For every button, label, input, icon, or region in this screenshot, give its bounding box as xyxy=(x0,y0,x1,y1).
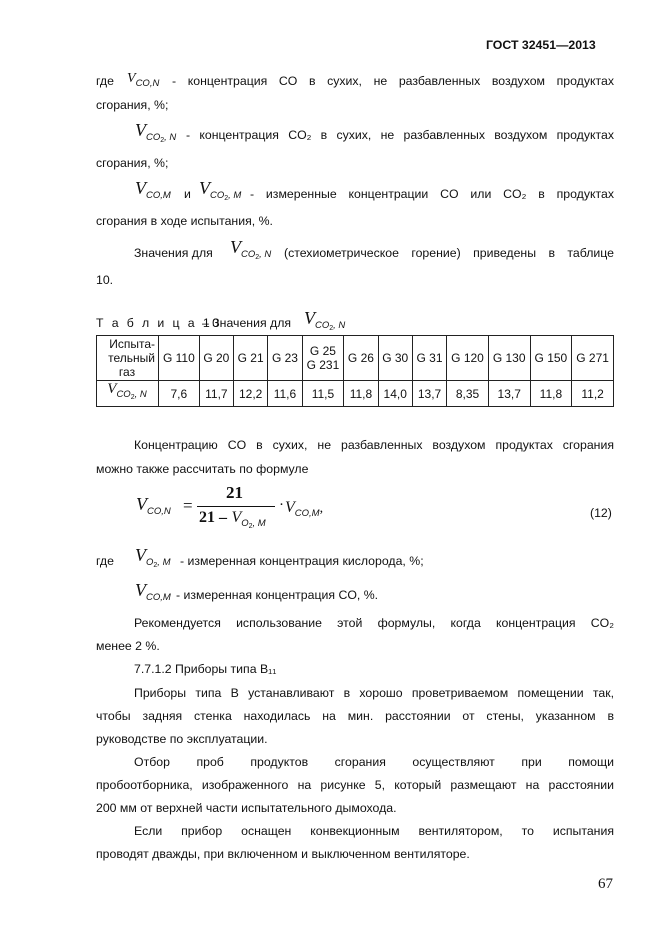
table-value-row xyxy=(97,381,614,407)
document-id: ГОСТ 32451—2013 xyxy=(486,38,596,52)
symbol-v-co-m-2: $V_{CO,M}$ xyxy=(135,580,171,603)
values-para-start: Значения для xyxy=(134,246,213,260)
gas-header-cell: G 31 xyxy=(412,336,446,381)
para2-line3: руководстве по эксплуатации. xyxy=(96,732,268,746)
values-para-end: 10. xyxy=(96,273,114,287)
value-cell: 14,0 xyxy=(378,381,412,407)
gas-header-cell: G 25 G 231 xyxy=(302,336,344,381)
formula-numerator: 21 xyxy=(226,483,243,502)
and-word: и xyxy=(184,187,191,201)
recommendation-line1: Рекомендуется использование этой формулы, когда концентрация CO₂ xyxy=(134,616,614,630)
table-caption-text: – Значения для xyxy=(202,316,292,330)
value-cell: 11,6 xyxy=(268,381,302,407)
corner-header-line: газ xyxy=(118,365,136,379)
section-heading: 7.7.1.2 Приборы типа B₁₁ xyxy=(134,662,277,676)
value-cell: 11,2 xyxy=(572,381,614,407)
para3-line3: 200 мм от верхней части испытательного дымохода. xyxy=(96,801,397,815)
value-cell: 13,7 xyxy=(412,381,446,407)
value-cell: 11,8 xyxy=(530,381,572,407)
gas-header-cell: G 20 xyxy=(199,336,233,381)
para2-line1: Приборы типа B устанавливают в хорошо проветриваемом помещении так, xyxy=(134,686,614,700)
values-para-rest: (стехиометрическое горение) приведены в таблице xyxy=(284,246,614,260)
gas-header-cell: G 271 xyxy=(572,336,614,381)
value-cell: 13,7 xyxy=(488,381,530,407)
value-cell: 12,2 xyxy=(234,381,268,407)
formula-equals: = xyxy=(183,496,193,515)
para2-line2: чтобы задняя стенка находилась на мин. расстоянии от стены, указанном в xyxy=(96,709,614,723)
gas-values-table xyxy=(96,335,614,407)
gas-header-cell: G 130 xyxy=(488,336,530,381)
para4-line2: проводят дважды, при включенном и выключенном вентиляторе. xyxy=(96,847,470,861)
corner-header-line: тельный xyxy=(108,351,155,365)
para3-line2: пробоотборника, изображенного на рисунке 5, который размещают на расстоянии xyxy=(96,778,614,792)
gas-header-cell: G 30 xyxy=(378,336,412,381)
definition-measured: - измеренные концентрации CO или CO₂ в продуктах xyxy=(250,187,614,201)
gas-header-cell: G 23 xyxy=(268,336,302,381)
gas-header-cell: G 21 xyxy=(234,336,268,381)
value-cell: 8,35 xyxy=(447,381,489,407)
formula-denominator: $21 - V_{O_2, M}$ xyxy=(199,509,266,530)
definition-co-n: - концентрация CO в сухих, не разбавленных воздухом продуктах xyxy=(172,74,614,88)
where-label: где xyxy=(96,74,114,88)
page-number: 67 xyxy=(598,876,613,892)
para3-line1: Отбор проб продуктов сгорания осуществляют при помощи xyxy=(134,755,614,769)
table-caption-symbol: $V_{CO_2, N}$ xyxy=(304,308,346,332)
formula-intro-line1: Концентрацию CO в сухих, не разбавленных воздухом продуктах сгорания xyxy=(134,438,614,452)
value-cell: 7,6 xyxy=(159,381,200,407)
definition-co2-n-cont: сгорания, %; xyxy=(96,156,169,170)
symbol-v-co-m: $V_{CO,M}$ xyxy=(135,178,171,201)
value-cell: 11,8 xyxy=(344,381,378,407)
symbol-v-co2-m: $V_{CO_2, M}$ xyxy=(199,178,242,202)
symbol-v-o2-m: $V_{O_2, M}$ xyxy=(135,545,171,569)
definition-co-measured: - измеренная концентрация CO, %. xyxy=(176,588,379,602)
symbol-v-co-n: $V_{CO,N}$ xyxy=(127,71,160,89)
equation-number: (12) xyxy=(590,506,612,520)
formula-intro-line2: можно также рассчитать по формуле xyxy=(96,462,309,476)
value-cell: 11,5 xyxy=(302,381,344,407)
table-caption-label: Т а б л и ц а 10 xyxy=(96,316,222,330)
recommendation-line2: менее 2 %. xyxy=(96,639,160,653)
symbol-v-co2-n: $V_{CO_2, N}$ xyxy=(135,120,177,144)
where-label-2: где xyxy=(96,554,114,568)
symbol-v-co2-n-inline: $V_{CO_2, N}$ xyxy=(230,237,272,261)
gas-header-cell: G 110 xyxy=(159,336,200,381)
gas-header-cell: G 120 xyxy=(447,336,489,381)
definition-o2: - измеренная концентрация кислорода, %; xyxy=(180,554,424,568)
definition-co2-n: - концентрация CO₂ в сухих, не разбавленных воздухом продуктах xyxy=(186,128,614,142)
formula-times: · xyxy=(279,497,284,513)
definition-measured-cont: сгорания в ходе испытания, %. xyxy=(96,214,273,228)
gas-header-cell: G 150 xyxy=(530,336,572,381)
corner-header-cell xyxy=(97,336,159,381)
value-cell: 11,7 xyxy=(199,381,233,407)
fraction-bar xyxy=(197,506,275,507)
table-header-row xyxy=(97,336,614,381)
para4-line1: Если прибор оснащен конвекционным вентилятором, то испытания xyxy=(134,824,614,838)
gas-header-cell: G 26 xyxy=(344,336,378,381)
row-label-cell: $V_{CO_2, N}$ xyxy=(97,381,159,407)
corner-header-line: Испыта- xyxy=(109,337,155,351)
formula-rhs: $V_{CO,M}$, xyxy=(285,499,324,519)
definition-co-n-cont: сгорания, %; xyxy=(96,98,169,112)
formula-lhs: $V_{CO,N}$ xyxy=(136,494,171,517)
